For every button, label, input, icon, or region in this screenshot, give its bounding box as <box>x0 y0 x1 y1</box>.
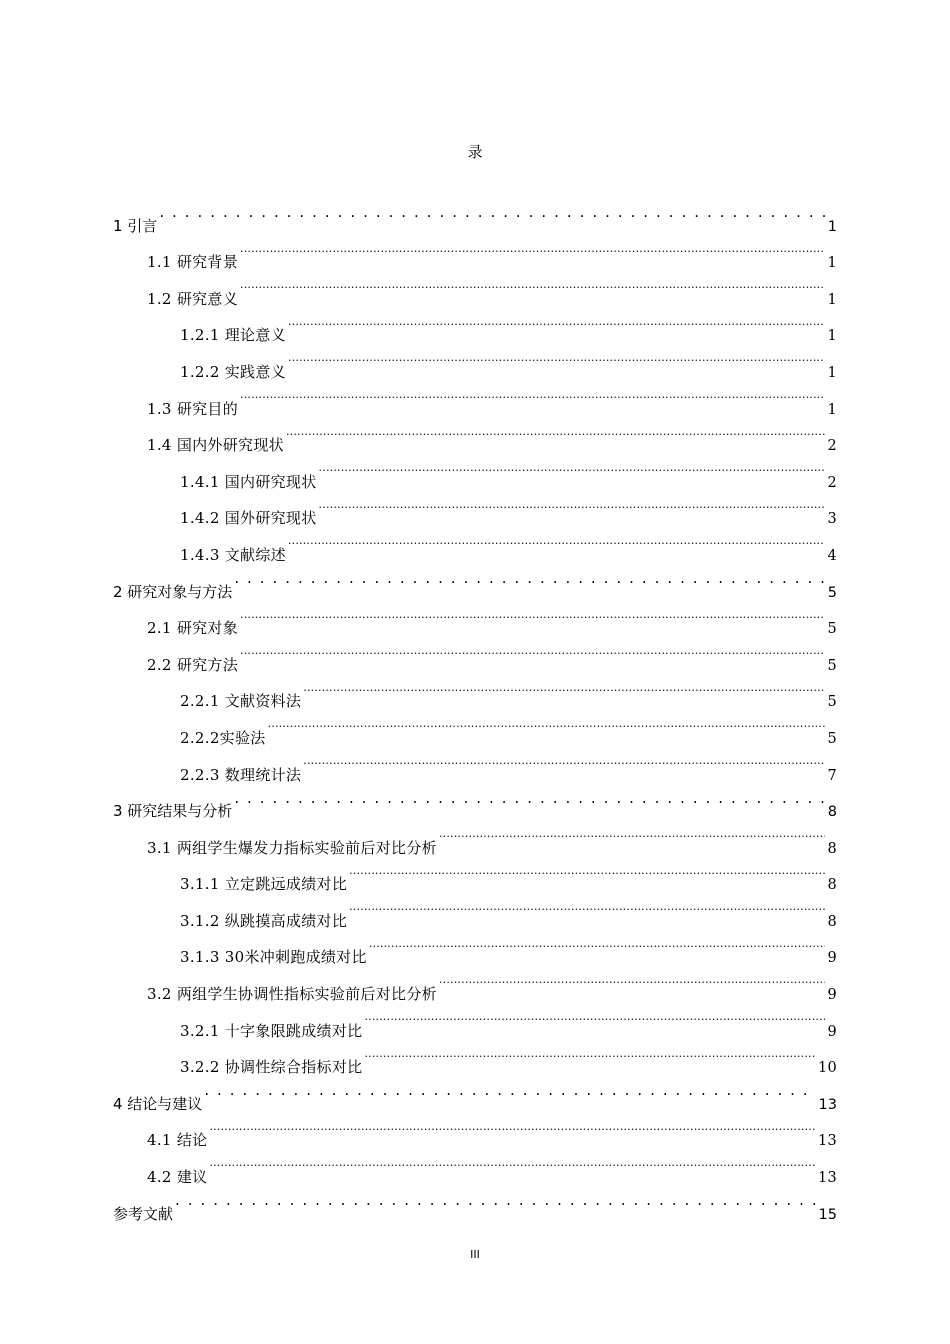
toc-entry-page: 5 <box>827 694 837 711</box>
toc-entry-label: 2.1 研究对象 <box>147 619 239 638</box>
toc-entry-page: 10 <box>817 1060 837 1077</box>
toc-entry-label: 1.2.1 理论意义 <box>180 326 286 345</box>
toc-entry-label: 2.2.3 数理统计法 <box>180 765 302 784</box>
toc-entry[interactable] <box>113 231 837 272</box>
toc-entry-label: 4.2 建议 <box>147 1168 208 1187</box>
toc-entry-label: 3.2.1 十字象限跳成绩对比 <box>180 1021 363 1040</box>
toc-entry-label: 3.1.3 30米冲刺跑成绩对比 <box>180 948 367 967</box>
toc-entry[interactable] <box>113 194 837 235</box>
dot-leader <box>288 523 826 560</box>
toc-entry-page: 8 <box>827 804 837 821</box>
toc-entry[interactable] <box>113 1182 837 1223</box>
toc-entry[interactable] <box>113 1145 837 1187</box>
toc-entry-page: 1 <box>827 364 837 381</box>
toc-entry-label: 2.2 研究方法 <box>147 655 239 674</box>
toc-entry-label: 4.1 结论 <box>147 1131 208 1150</box>
table-of-contents <box>113 194 837 1223</box>
toc-entry-label: 1.1 研究背景 <box>147 253 239 272</box>
toc-entry-label: 3.1.1 立定跳远成绩对比 <box>180 875 348 894</box>
toc-entry-page: 1 <box>827 291 837 308</box>
dot-leader <box>234 560 825 597</box>
dot-leader <box>303 670 825 707</box>
toc-entry-page: 1 <box>827 218 837 235</box>
toc-entry-page: 1 <box>827 328 837 345</box>
toc-entry-page: 2 <box>827 474 837 491</box>
dot-leader <box>349 889 825 926</box>
toc-entry-label: 1.3 研究目的 <box>147 399 239 418</box>
toc-entry-label: 3.1.2 纵跳摸高成绩对比 <box>180 911 348 930</box>
toc-entry-page: 15 <box>818 1206 837 1223</box>
toc-entry-page: 8 <box>827 877 837 894</box>
toc-entry-label: 参考文献 <box>113 1204 174 1223</box>
toc-entry-label: 3.1 两组学生爆发力指标实验前后对比分析 <box>147 838 437 857</box>
toc-entry-page: 2 <box>827 438 837 455</box>
dot-leader <box>209 1109 816 1146</box>
page-number: III <box>470 1248 480 1261</box>
dot-leader <box>240 267 825 304</box>
toc-entry-page: 5 <box>827 621 837 638</box>
toc-entry-label: 1.4 国内外研究现状 <box>147 436 284 455</box>
dot-leader <box>319 450 826 487</box>
toc-entry-page: 7 <box>827 767 837 784</box>
toc-entry-page: 8 <box>827 840 837 857</box>
toc-entry-label: 1.4.2 国外研究现状 <box>180 509 317 528</box>
dot-leader <box>288 304 826 341</box>
toc-entry-label: 1.2 研究意义 <box>147 289 239 308</box>
toc-entry-page: 4 <box>827 547 837 564</box>
dot-leader <box>319 487 826 524</box>
toc-entry-page: 13 <box>817 1133 837 1150</box>
toc-entry-label: 3 研究结果与分析 <box>113 802 233 821</box>
toc-entry[interactable] <box>113 1072 837 1113</box>
toc-entry-label: 1.4.1 国内研究现状 <box>180 472 317 491</box>
toc-entry-page: 3 <box>827 511 837 528</box>
toc-entry[interactable] <box>113 1109 837 1150</box>
toc-entry-page: 9 <box>827 987 837 1004</box>
toc-entry-label: 1.4.3 文献综述 <box>180 545 286 564</box>
dot-leader <box>268 706 826 743</box>
dot-leader <box>364 999 825 1036</box>
dot-leader <box>204 1072 816 1109</box>
toc-entry-page: 1 <box>827 255 837 272</box>
toc-entry-label: 2.2.2实验法 <box>180 728 266 747</box>
dot-leader <box>349 853 825 890</box>
dot-leader <box>439 816 826 853</box>
dot-leader <box>240 377 825 414</box>
dot-leader <box>369 926 826 963</box>
dot-leader <box>175 1182 817 1219</box>
toc-entry-page: 1 <box>827 401 837 418</box>
toc-entry-label: 1.2.2 实践意义 <box>180 362 286 381</box>
toc-entry-page: 5 <box>827 730 837 747</box>
dot-leader <box>288 340 826 377</box>
toc-entry-label: 2 研究对象与方法 <box>113 582 233 601</box>
dot-leader <box>364 1036 816 1073</box>
toc-entry-label: 4 结论与建议 <box>113 1094 203 1113</box>
dot-leader <box>234 780 825 817</box>
toc-entry-label: 2.2.1 文献资料法 <box>180 692 302 711</box>
toc-entry-label: 1 引言 <box>113 216 158 235</box>
dot-leader <box>240 231 825 268</box>
dot-leader <box>303 743 825 780</box>
toc-entry-label: 3.2.2 协调性综合指标对比 <box>180 1058 363 1077</box>
dot-leader <box>209 1145 816 1182</box>
toc-entry-page: 8 <box>827 913 837 930</box>
toc-entry-page: 13 <box>817 1170 837 1187</box>
dot-leader <box>439 962 826 999</box>
dot-leader <box>240 633 825 670</box>
dot-leader <box>286 414 826 451</box>
toc-entry-page: 5 <box>827 657 837 674</box>
toc-entry-page: 9 <box>827 1023 837 1040</box>
dot-leader <box>159 194 825 231</box>
page-title: 录 <box>467 143 483 161</box>
toc-entry-page: 9 <box>827 950 837 967</box>
toc-entry-label: 3.2 两组学生协调性指标实验前后对比分析 <box>147 985 437 1004</box>
dot-leader <box>240 597 825 634</box>
toc-entry-page: 13 <box>818 1096 837 1113</box>
toc-entry-page: 5 <box>827 584 837 601</box>
